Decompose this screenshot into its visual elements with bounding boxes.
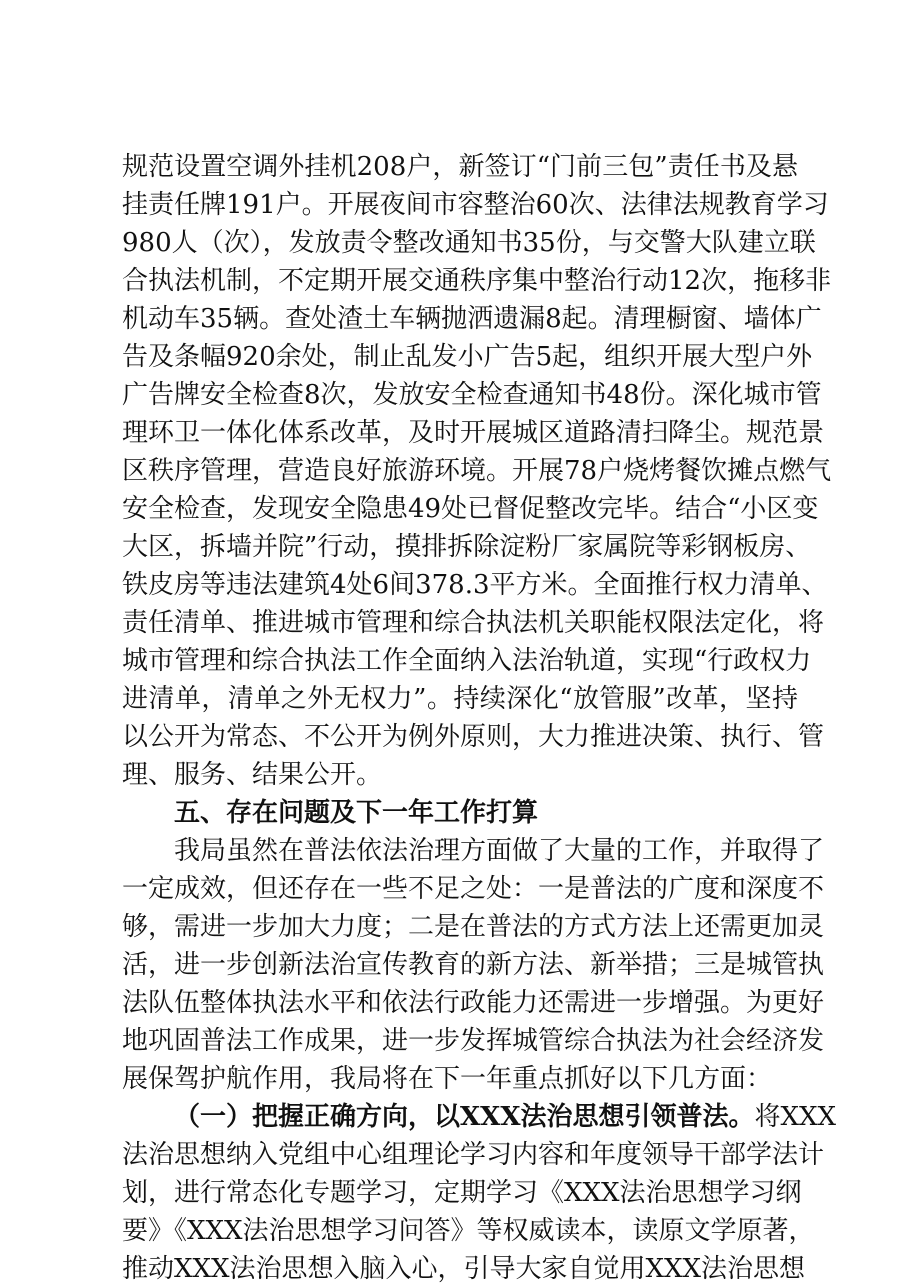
text-line: 划，进行常态化专题学习，定期学习《XXX法治思想学习纲 xyxy=(122,1178,802,1208)
section-heading: 五、存在问题及下一年工作打算 xyxy=(174,798,539,828)
text-line: 铁皮房等违法建筑4处6间378.3平方米。全面推行权力清单、 xyxy=(122,570,828,600)
text-line: 理、服务、结果公开。 xyxy=(122,760,383,790)
text-line: 法队伍整体执法水平和依法行政能力还需进一步增强。为更好 xyxy=(122,988,825,1018)
document-body xyxy=(122,148,837,1288)
item-lead: （一）把握正确方向，以XXX法治思想引领普法。 xyxy=(174,1102,755,1132)
text-line: 机动车35辆。查处渣土车辆抛洒遗漏8起。清理橱窗、墙体广 xyxy=(122,304,822,334)
paragraph-3 xyxy=(122,1098,837,1288)
text-line: 广告牌安全检查8次，发放安全检查通知书48份。深化城市管 xyxy=(122,380,822,410)
text-line: 要》《XXX法治思想学习问答》等权威读本，读原文学原著， xyxy=(122,1216,815,1246)
text-line: 大区，拆墙并院”行动，摸排拆除淀粉厂家属院等彩钢板房、 xyxy=(122,532,812,562)
text-line: 责任清单、推进城市管理和综合执法机关职能权限法定化，将 xyxy=(122,608,825,638)
text-line: 我局虽然在普法依法治理方面做了大量的工作，并取得了 xyxy=(174,836,825,866)
text-line: 以公开为常态、不公开为例外原则，大力推进决策、执行、管 xyxy=(122,722,825,752)
text-line: 区秩序管理，营造良好旅游环境。开展78户烧烤餐饮摊点燃气 xyxy=(122,456,832,486)
text-line: 法治思想纳入党组中心组理论学习内容和年度领导干部学法计 xyxy=(122,1140,825,1170)
text-line: 活，进一步创新法治宣传教育的新方法、新举措；三是城管执 xyxy=(122,950,825,980)
text-line: 合执法机制，不定期开展交通秩序集中整治行动12次，拖移非 xyxy=(122,266,832,296)
text-line: 理环卫一体化体系改革，及时开展城区道路清扫降尘。规范景 xyxy=(122,418,825,448)
text-line: 告及条幅920余处，制止乱发小广告5起，组织开展大型户外 xyxy=(122,342,813,372)
paragraph-1 xyxy=(122,148,832,794)
text-line: 安全检查，发现安全隐患49处已督促整改完毕。结合“小区变 xyxy=(122,494,819,524)
text-line: 挂责任牌191户。开展夜间市容整治60次、法律法规教育学习 xyxy=(122,190,829,220)
text-line xyxy=(122,1098,837,1136)
text-line: 地巩固普法工作成果，进一步发挥城管综合执法为社会经济发 xyxy=(122,1026,825,1056)
text-line: 城市管理和综合执法工作全面纳入法治轨道，实现“行政权力 xyxy=(122,646,812,676)
text-line: 一定成效，但还存在一些不足之处：一是普法的广度和深度不 xyxy=(122,874,825,904)
text-line: 进清单，清单之外无权力”。持续深化“放管服”改革，坚持 xyxy=(122,684,798,714)
text-line: 够，需进一步加大力度；二是在普法的方式方法上还需更加灵 xyxy=(122,912,825,942)
item-lead-rest: 将XXX xyxy=(754,1102,837,1132)
text-line: 展保驾护航作用，我局将在下一年重点抓好以下几方面： xyxy=(122,1064,773,1094)
text-line: 规范设置空调外挂机208户，新签订“门前三包”责任书及悬 xyxy=(122,152,798,182)
text-line: 980人（次），发放责令整改通知书35份，与交警大队建立联 xyxy=(122,228,816,258)
text-line: 推动XXX法治思想入脑入心，引导大家自觉用XXX法治思想 xyxy=(122,1254,806,1284)
paragraph-2 xyxy=(122,832,825,1098)
